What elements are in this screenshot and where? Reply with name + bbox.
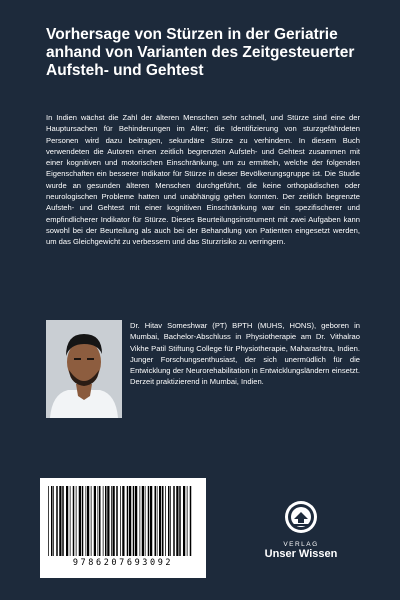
barcode-bar: [73, 486, 75, 556]
barcode-bar: [91, 486, 92, 556]
barcode-bar: [82, 486, 84, 556]
barcode-bar: [187, 486, 188, 556]
author-bio: Dr. Hitav Someshwar (PT) BPTH (MUHS, HONS), geboren in Mumbai, Bachelor-Abschluss in Physiotherapie am Dr. Vithalrao Vikhe Patil Stiftung College für Physiotherapie, Maharashtra, Indien. Junger Forschungsenthusiast, der sich unermüdlich für die Entwicklung der Neurorehabilitation in Entwicklungsländern einsetzt. Derzeit praktizierend in Mumbai, Indien.: [130, 321, 360, 387]
barcode-bar: [105, 486, 107, 556]
barcode-bar: [103, 486, 104, 556]
barcode-bar: [99, 486, 101, 556]
barcode-bar: [165, 486, 166, 556]
barcode-bar: [157, 486, 158, 556]
isbn-number: 9786207693092: [72, 558, 174, 568]
barcode-bar: [122, 486, 124, 556]
barcode-bar: [170, 486, 171, 556]
publisher-label: VERLAG: [283, 541, 319, 548]
barcode-bar: [86, 486, 87, 556]
barcode-bar: [173, 486, 175, 556]
barcode-bar: [179, 486, 181, 556]
barcode-bar: [150, 486, 152, 556]
barcode: [40, 478, 206, 578]
barcode-bar: [51, 486, 53, 556]
barcode-bar: [66, 486, 68, 556]
barcode-bar: [190, 486, 192, 556]
barcode-bar: [87, 486, 89, 556]
book-title: Vorhersage von Stürzen in der Geriatrie anhand von Varianten des Zeitgesteuerter Aufsteh- und Gehtest: [46, 26, 355, 79]
barcode-bar: [70, 486, 71, 556]
barcode-bar: [183, 486, 185, 556]
barcode-bar: [116, 486, 118, 556]
barcode-bar: [76, 486, 77, 556]
barcode-bar: [133, 486, 135, 556]
barcode-bar: [127, 486, 129, 556]
barcode-bar: [155, 486, 157, 556]
barcode-bar: [94, 486, 96, 556]
barcode-bars: [46, 486, 200, 556]
barcode-bar: [168, 486, 170, 556]
barcode-bar: [176, 486, 178, 556]
barcode-bar: [79, 486, 81, 556]
author-photo: [46, 320, 122, 418]
barcode-bar: [113, 486, 115, 556]
barcode-bar: [120, 486, 121, 556]
barcode-bar: [48, 486, 49, 556]
barcode-bar: [98, 486, 99, 556]
barcode-bar: [53, 486, 54, 556]
barcode-bar: [107, 486, 109, 556]
barcode-bar: [62, 486, 64, 556]
barcode-bar: [145, 486, 146, 556]
book-description: In Indien wächst die Zahl der älteren Menschen sehr schnell, und Stürze sind eine der Hauptursachen für Behinderungen im Alter; die Identifizierung von sturzgefährdeten Personen wird dazu beitragen, sekundäre Stürze zu verhindern. In diesem Buch verwendeten die Autoren einen zeitlich begrenzten Aufsteh- und Gehtest zusammen mit einer kognitiven und motorischen Einschränkung, um zu ermitteln, welche der folgenden Eigenschaften ein besserer Indikator für Stürze in dieser Bevölkerungsgruppe ist. Die Studie wurde an gesunden älteren Menschen durchgeführt, die keine orthopädischen oder neurologischen Probleme hatten und unabhängig gehen konnten. Der zeitlich begrenzte Aufsteh- und Gehtest mit einer kognitiven Einschränkung war ein spezifischerer und empfindlicherer Indikator für Stürze. Dieses Beurteilungsinstrument mit zwei Aufgaben kann sowohl bei der Beurteilung als auch bei der Behandlung von Patienten eingesetzt werden, um das Gleichgewicht zu verbessern und das Sturzrisiko zu verringern.: [46, 113, 360, 247]
barcode-bar: [135, 486, 137, 556]
barcode-bar: [142, 486, 144, 556]
barcode-bar: [159, 486, 161, 556]
publisher-logo-icon: [284, 500, 318, 534]
publisher-block: [246, 500, 356, 560]
barcode-bar: [140, 486, 141, 556]
barcode-bar: [56, 486, 58, 556]
barcode-bar: [59, 486, 61, 556]
barcode-bar: [162, 486, 164, 556]
barcode-bar: [111, 486, 112, 556]
barcode-bar: [129, 486, 131, 556]
barcode-bar: [148, 486, 150, 556]
publisher-name: Unser Wissen: [264, 548, 338, 560]
